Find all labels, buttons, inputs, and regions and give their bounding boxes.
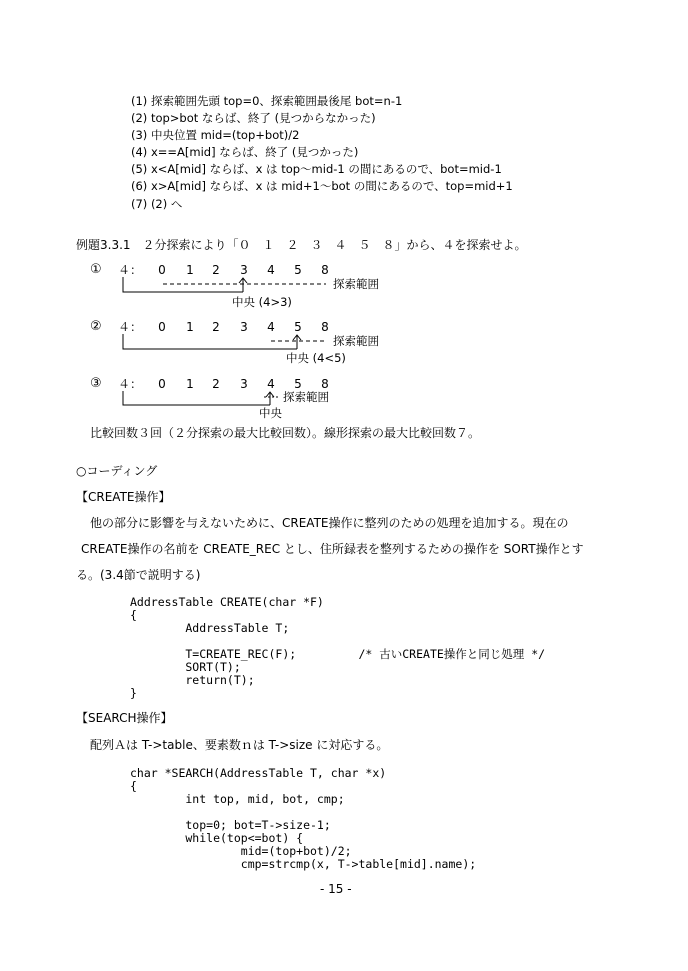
code-line: return(T); [130, 673, 255, 687]
array-value: 8 [321, 263, 329, 277]
code-line: while(top<=bot) { [130, 831, 304, 845]
code-line: mid=(top+bot)/2; [130, 844, 352, 858]
step-line: (2) top>bot ならば、終了 (見つからなかった) [131, 111, 376, 125]
code-line: int top, mid, bot, cmp; [130, 792, 345, 806]
search-key: ４： [118, 320, 143, 334]
array-value: 5 [294, 263, 302, 277]
array-value: 0 [158, 263, 166, 277]
step-marker: ③ [90, 376, 102, 391]
range-label: 探索範囲 [283, 390, 329, 404]
code-line: AddressTable T; [130, 621, 290, 635]
step-line: (5) x<A[mid] ならば、x は top〜mid-1 の間にあるので、bot=mid-1 [131, 162, 502, 176]
step-line: (3) 中央位置 mid=(top+bot)/2 [131, 128, 300, 142]
code-line: char *SEARCH(AddressTable T, char *x) [130, 766, 387, 780]
array-value: 2 [212, 377, 220, 391]
array-value: 8 [321, 377, 329, 391]
array-value: 4 [267, 377, 275, 391]
code-line: { [130, 608, 137, 622]
step-line: (1) 探索範囲先頭 top=0、探索範囲最後尾 bot=n-1 [131, 94, 403, 108]
array-value: 5 [294, 377, 302, 391]
search-key: ４： [118, 263, 143, 277]
step-line: (6) x>A[mid] ならば、x は mid+1〜bot の間にあるので、top=mid+1 [131, 179, 513, 193]
array-value: 3 [240, 377, 248, 391]
code-line: { [130, 779, 137, 793]
paragraph-line: 配列Ａは T->table、要素数ｎは T->size に対応する。 [90, 738, 389, 752]
array-value: 2 [212, 320, 220, 334]
range-label: 探索範囲 [333, 334, 379, 348]
code-line: top=0; bot=T->size-1; [130, 818, 331, 832]
step-line: (7) (2) へ [131, 197, 183, 211]
create-heading: 【CREATE操作】 [76, 490, 171, 504]
step-marker: ① [90, 262, 102, 277]
array-value: 1 [186, 263, 194, 277]
array-value: 4 [267, 263, 275, 277]
array-value: 4 [267, 320, 275, 334]
page-number: - 15 - [320, 882, 352, 896]
center-label: 中央 [259, 406, 282, 420]
array-value: 0 [158, 320, 166, 334]
coding-heading: ○コーディング [76, 464, 158, 478]
code-line: SORT(T); [130, 660, 241, 674]
array-value: 5 [294, 320, 302, 334]
comparison-summary: 比較回数３回（２分探索の最大比較回数）。線形探索の最大比較回数７。 [90, 426, 481, 440]
step-line: (4) x==A[mid] ならば、終了 (見つかった) [131, 145, 359, 159]
bracket-line [123, 391, 270, 405]
paragraph-line: 他の部分に影響を与えないために、CREATE操作に整列のための処理を追加する。現在の [90, 516, 569, 530]
array-value: 1 [186, 320, 194, 334]
bracket-line [123, 334, 297, 349]
center-label: 中央 (4<5) [286, 351, 346, 365]
search-heading: 【SEARCH操作】 [76, 711, 173, 725]
paragraph-line: る。(3.4節で説明する) [76, 568, 201, 582]
array-value: 1 [186, 377, 194, 391]
array-value: 8 [321, 320, 329, 334]
bracket-line [123, 277, 243, 292]
code-line: } [130, 686, 137, 700]
paragraph-line: CREATE操作の名前を CREATE_REC とし、住所録表を整列するための操作を SORT操作とす [81, 542, 584, 556]
step-marker: ② [90, 319, 102, 334]
array-value: 3 [240, 320, 248, 334]
search-key: ４： [118, 377, 143, 391]
range-label: 探索範囲 [333, 277, 379, 291]
center-label: 中央 (4>3) [232, 295, 292, 309]
example-title: 例題3.3.1 ２分探索により「０ １ ２ ３ ４ ５ ８」から、４を探索せよ。 [76, 238, 527, 252]
array-value: 0 [158, 377, 166, 391]
array-value: 2 [212, 263, 220, 277]
code-line: cmp=strcmp(x, T->table[mid].name); [130, 857, 477, 871]
code-line: AddressTable CREATE(char *F) [130, 595, 324, 609]
code-line: T=CREATE_REC(F); /* 古いCREATE操作と同じ処理 */ [130, 647, 546, 661]
array-value: 3 [240, 263, 248, 277]
